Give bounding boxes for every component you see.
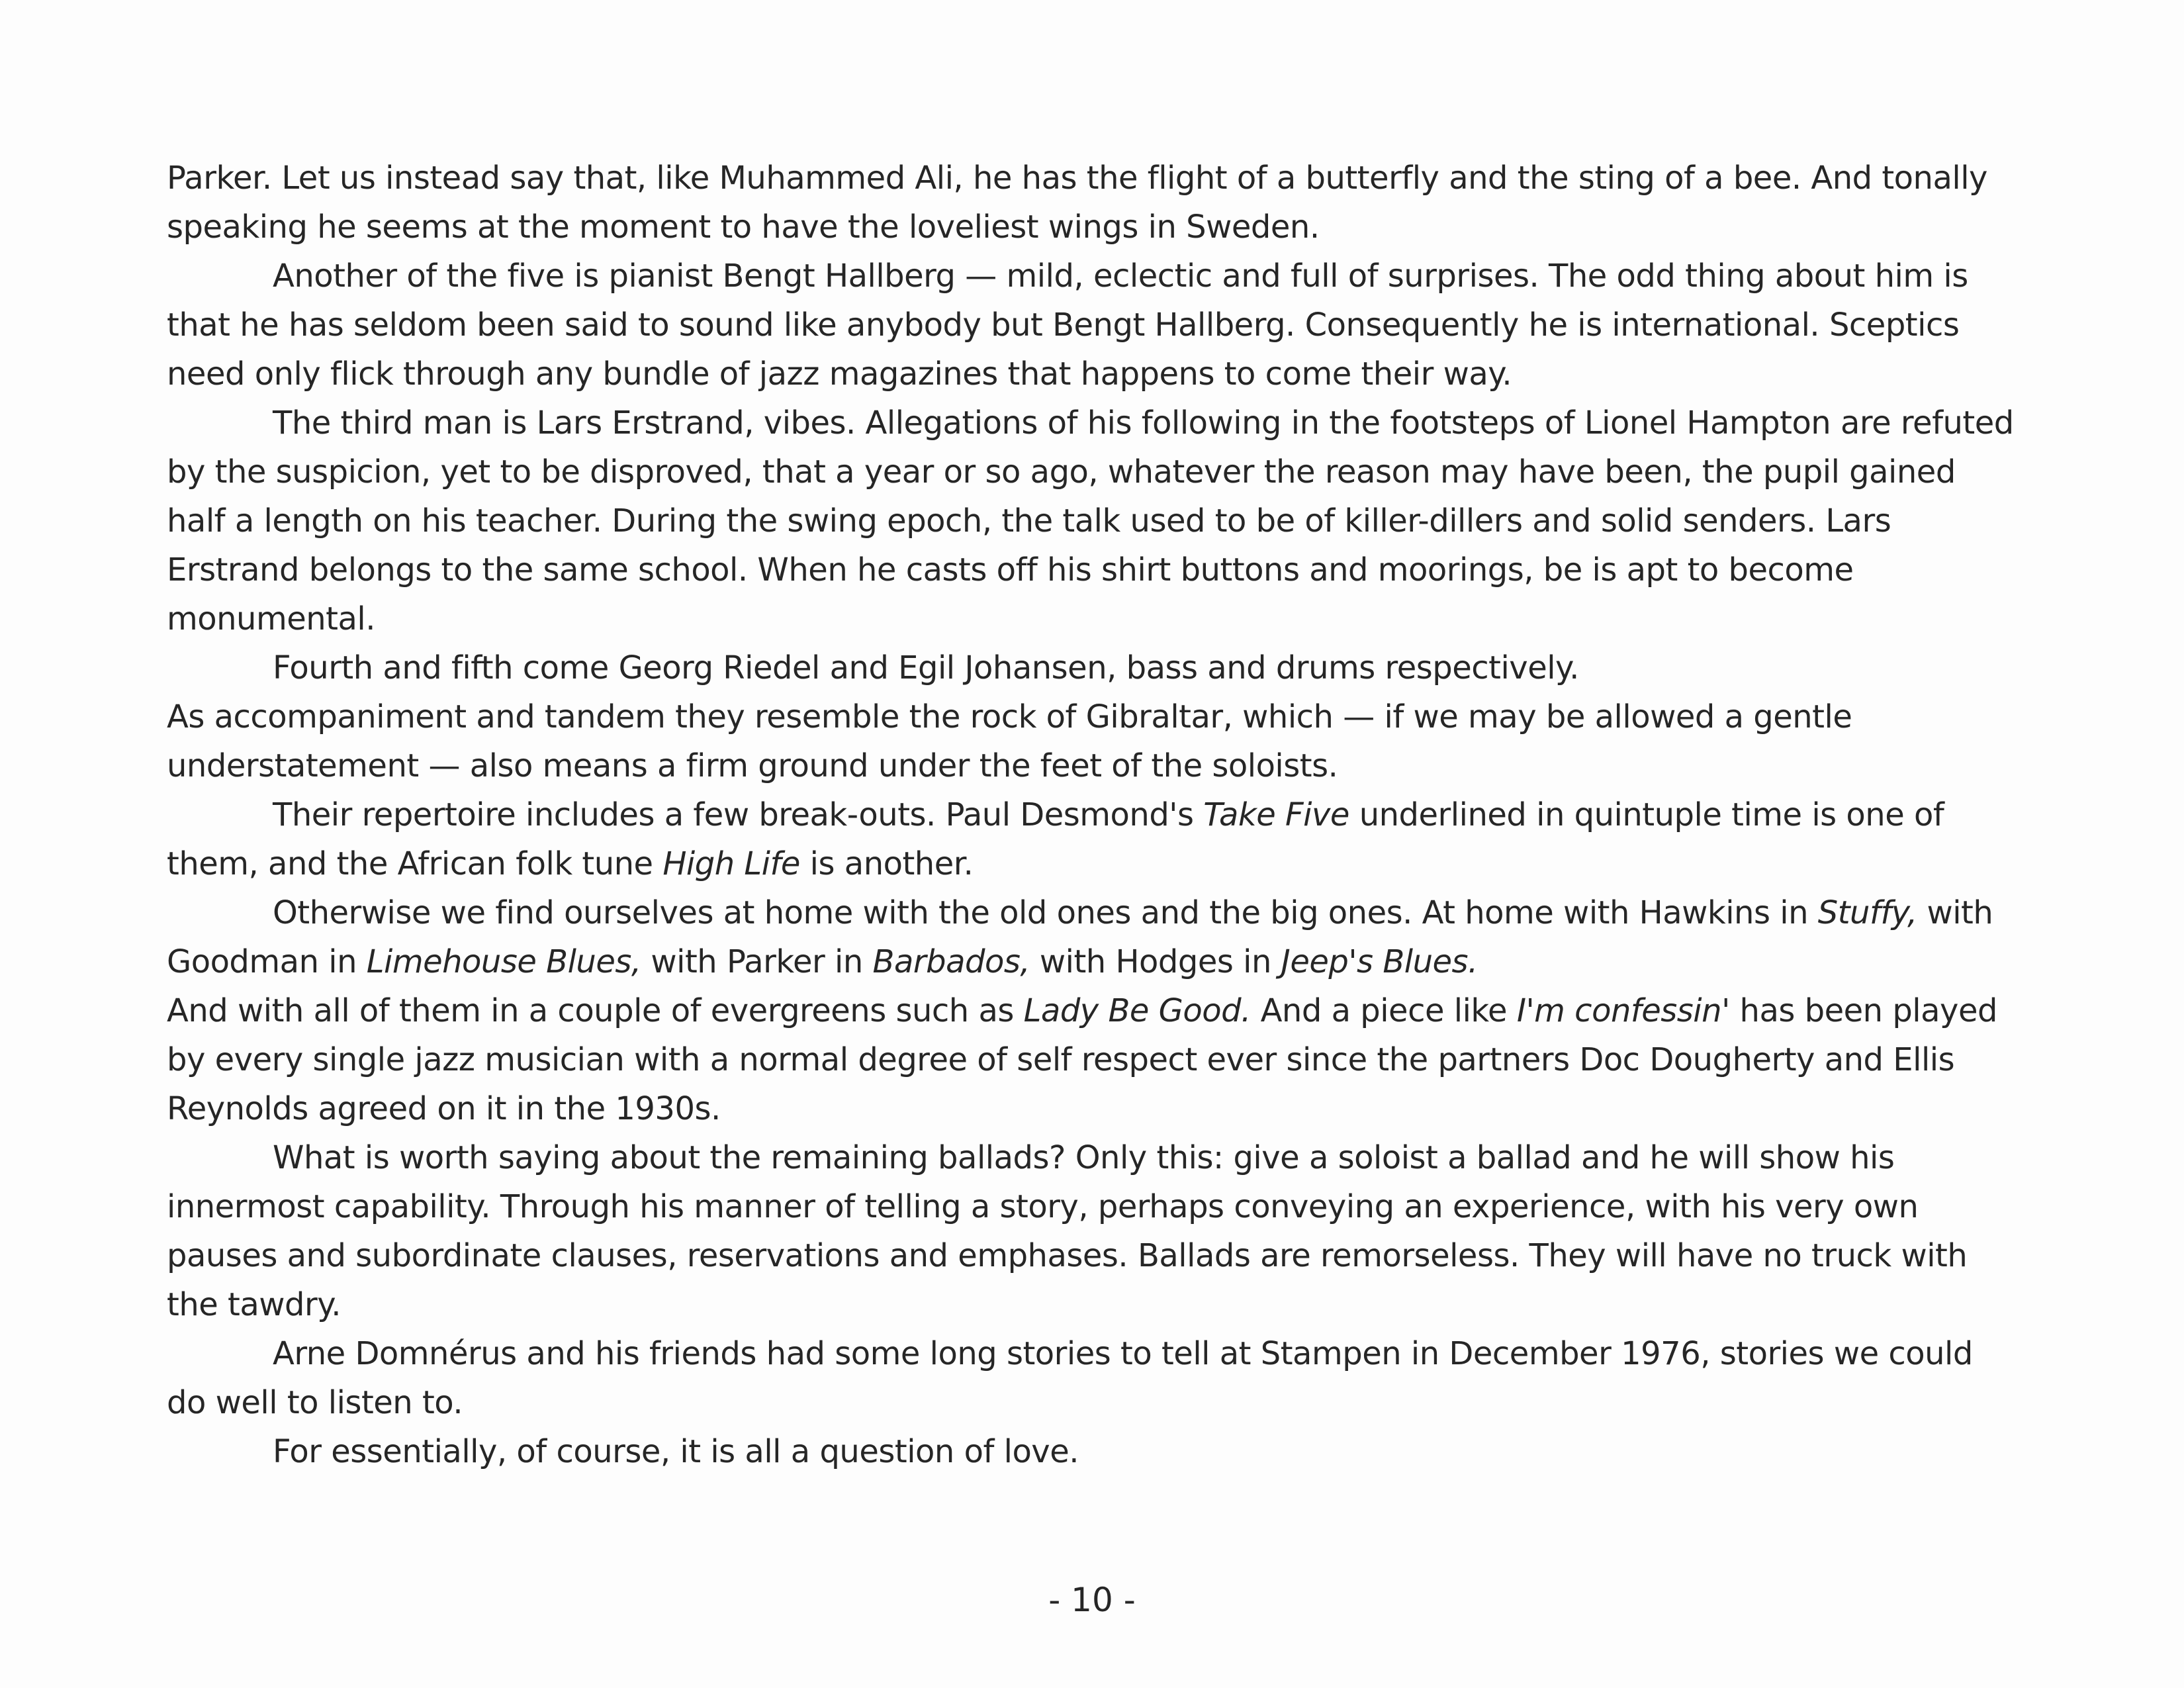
text-run: has been played by every single jazz musician with a normal degree of self respect ever since the partners Doc Dougherty and Ellis Reynolds agreed on it in the 1930s. <box>167 992 1997 1127</box>
italic-title: High Life <box>662 845 800 882</box>
text-run: with Hodges in <box>1030 943 1281 980</box>
paragraph <box>167 1133 2020 1329</box>
text-run: And a piece like <box>1250 992 1517 1029</box>
text-run: What is worth saying about the remaining ballads? Only this: give a soloist a ballad and he will show his innermost capability. Through his manner of telling a story, perhaps conveying an experience, with his very own pauses and subordinate clauses, reservations and emphases. Ballads are remorseless. They will have no truck with the tawdry. <box>167 1139 1968 1323</box>
paragraph <box>167 790 2020 888</box>
text-run: Fourth and fifth come Georg Riedel and Egil Johansen, bass and drums respectively. <box>273 649 1579 686</box>
paragraph <box>167 252 2020 399</box>
text-run: As accompaniment and tandem they resemble the rock of Gibraltar, which — if we may be allowed a gentle understatement — also means a firm ground under the feet of the soloists. <box>167 698 1852 784</box>
page-number: - 10 - <box>1048 1581 1136 1619</box>
paragraph <box>167 399 2020 643</box>
paragraph <box>167 1427 2020 1476</box>
paragraph <box>167 154 2020 252</box>
italic-title: Stuffy, <box>1817 894 1917 931</box>
text-run: with Parker in <box>641 943 873 980</box>
text-run: Their repertoire includes a few break-outs. Paul Desmond's <box>273 796 1204 833</box>
italic-title: Take Five <box>1203 796 1349 833</box>
italic-title: Jeep's Blues. <box>1281 943 1478 980</box>
text-run: with Goodman in <box>167 894 1993 980</box>
paragraph <box>167 643 2020 692</box>
body-text <box>167 154 2020 1476</box>
text-run: The third man is Lars Erstrand, vibes. Allegations of his following in the footsteps of Lionel Hampton are refuted by the suspicion, yet to be disproved, that a year or so ago, whatever the reason may have been, the pupil gained half a length on his teacher. During the swing epoch, the talk used to be of killer-dillers and solid senders. Lars Erstrand belongs to the same school. When he casts off his shirt buttons and moorings, be is apt to become monumental. <box>167 404 2014 637</box>
paragraph <box>167 888 2020 986</box>
text-run: underlined in quintuple time is one of them, and the African folk tune <box>167 796 1944 882</box>
text-run: For essentially, of course, it is all a question of love. <box>273 1433 1079 1470</box>
paragraph <box>167 986 2020 1133</box>
text-run: Otherwise we find ourselves at home with the old ones and the big ones. At home with Hawkins in <box>273 894 1818 931</box>
paragraph <box>167 1329 2020 1427</box>
text-run: is another. <box>799 845 974 882</box>
italic-title: Barbados, <box>872 943 1030 980</box>
text-run: Parker. Let us instead say that, like Muhammed Ali, he has the flight of a butterfly and the sting of a bee. And tonally speaking he seems at the moment to have the loveliest wings in Sweden. <box>167 160 1987 246</box>
paragraph <box>167 692 2020 790</box>
text-run: And with all of them in a couple of evergreens such as <box>167 992 1024 1029</box>
italic-title: Limehouse Blues, <box>366 943 641 980</box>
italic-title: Lady Be Good. <box>1023 992 1251 1029</box>
text-run: Arne Domnérus and his friends had some long stories to tell at Stampen in December 1976, stories we could do well to listen to. <box>167 1335 1973 1421</box>
italic-title: I'm confessin' <box>1516 992 1730 1029</box>
text-run: Another of the five is pianist Bengt Hallberg — mild, eclectic and full of surprises. The odd thing about him is that he has seldom been said to sound like anybody but Bengt Hallberg. Consequently he is international. Sceptics need only flick through any bundle of jazz magazines that happens to come their way. <box>167 258 1968 393</box>
